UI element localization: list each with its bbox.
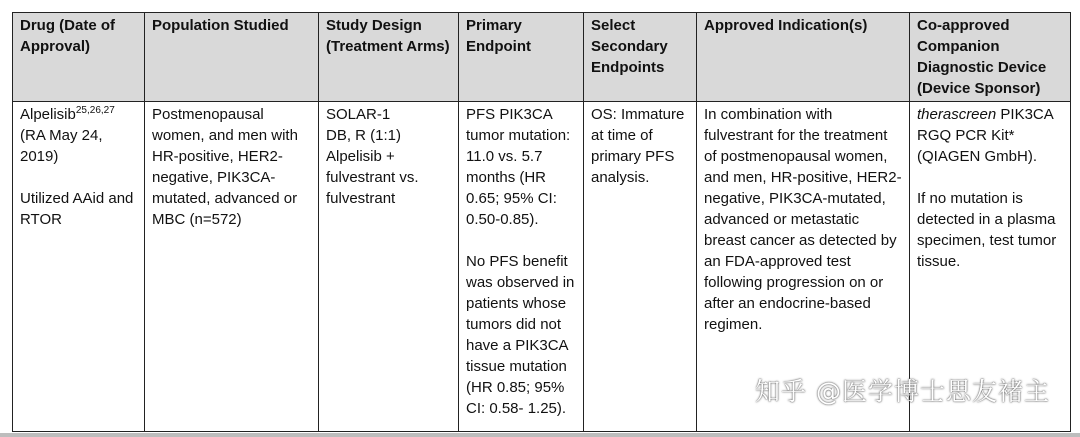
- watermark-text: 知乎 @医学博士思友褚主: [755, 377, 1050, 406]
- header-drug: Drug (Date of Approval): [13, 13, 145, 102]
- primary-endpoint-note: No PFS benefit was observed in patients whose tumors did not have a PIK3CA tissue mutation (HR 0.85; 95% CI: 0.58- 1.25).: [466, 253, 575, 417]
- secondary-endpoint-text: OS: Immature at time of primary PFS analysis.: [591, 106, 685, 186]
- header-indication: Approved Indication(s): [697, 13, 910, 102]
- approval-date: (RA May 24, 2019): [20, 127, 103, 165]
- cell-primary-endpoint: [459, 102, 584, 432]
- treatment-arms: Alpelisib + fulvestrant vs. fulvestrant: [326, 148, 419, 207]
- bottom-divider: [0, 433, 1080, 437]
- indication-text: In combination with fulvestrant for the treatment of postmenopausal women, and men, HR-positive, HER2-negative, PIK3CA-mutated, advanced or metastatic breast cancer as detected by an FDA-approved test following progression on or after an endocrine-based regimen.: [704, 106, 902, 333]
- device-brand: therascreen: [917, 106, 997, 123]
- cell-population: [145, 102, 319, 432]
- header-population: Population Studied: [145, 13, 319, 102]
- header-secondary-endpoints: Select Secondary Endpoints: [584, 13, 697, 102]
- cell-drug: [13, 102, 145, 432]
- drug-references: 25,26,27: [75, 105, 115, 116]
- drug-approval-table: [12, 12, 1071, 432]
- header-study-design: Study Design (Treatment Arms): [319, 13, 459, 102]
- utilized-programs: Utilized AAid and RTOR: [20, 190, 134, 228]
- trial-name: SOLAR-1: [326, 106, 391, 123]
- primary-endpoint-result: PFS PIK3CA tumor mutation: 11.0 vs. 5.7 months (HR 0.65; 95% CI: 0.50-0.85).: [466, 106, 571, 228]
- cell-study-design: [319, 102, 459, 432]
- trial-type: DB, R (1:1): [326, 127, 402, 144]
- drug-name: Alpelisib: [20, 106, 76, 123]
- table-header-row: [13, 13, 1071, 102]
- device-kit: PIK3CA RGQ PCR Kit* (QIAGEN GmbH).: [917, 106, 1053, 165]
- header-primary-endpoint: Primary Endpoint: [459, 13, 584, 102]
- population-text: Postmenopausal women, and men with HR-positive, HER2-negative, PIK3CA-mutated, advanced or MBC (n=572): [152, 106, 298, 228]
- header-companion-device: Co-approved Companion Diagnostic Device (Device Sponsor): [910, 13, 1071, 102]
- cell-secondary-endpoints: [584, 102, 697, 432]
- device-note: If no mutation is detected in a plasma specimen, test tumor tissue.: [917, 190, 1057, 270]
